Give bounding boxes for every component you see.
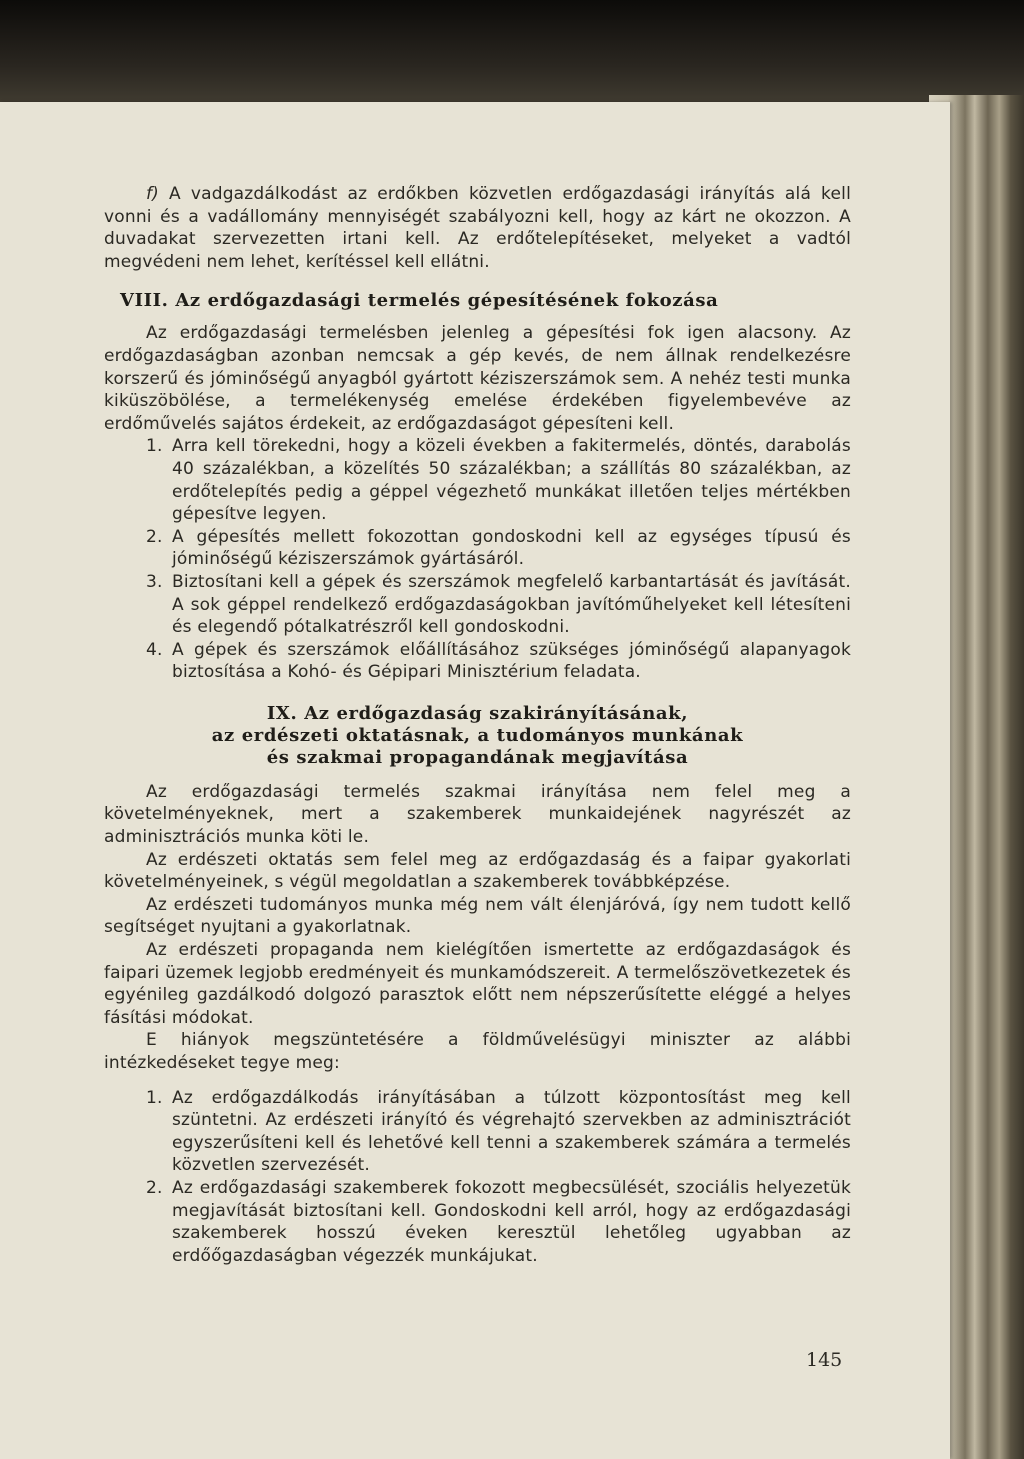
section-ix-paragraph: Az erdészeti tudományos munka még nem vált élenjáróvá, így nem tudott kellő segítséget nyujtani a gyakorlatnak.	[104, 894, 851, 938]
section-viii-heading: VIII. Az erdőgazdasági termelés gépesítésének fokozása	[120, 290, 719, 312]
section-ix-paragraph: Az erdészeti oktatás sem felel meg az erdőgazdaság és a faipar gyakorlati követelményeinek, s végül megoldatlan a szakemberek továbbképzése.	[104, 849, 851, 893]
section-ix-heading	[104, 703, 851, 769]
list-item	[146, 571, 851, 639]
list-item-text: Arra kell törekedni, hogy a közeli években a fakitermelés, döntés, darabolás 40 százalékban, a közelítés 50 százalékban; a szállítás 80 százalékban, az erdőtelepítés pedig a géppel végezhető munkákat illetően teljes mértékben gépesítve legyen.	[172, 436, 851, 525]
section-ix-heading-line-1: IX. Az erdőgazdaság szakirányításának,	[266, 702, 689, 724]
list-item-number: 2.	[146, 1177, 163, 1198]
list-item-text: Az erdőgazdasági szakemberek fokozott megbecsülését, szociális helyezetük megjavítását biztosítani kell. Gondoskodni kell arról, hogy az erdőgazdasági szakemberek hosszú éveken keresztül lehetőleg ugyabban az erdőőgazdaságban végezzék munkájukat.	[172, 1177, 851, 1266]
list-item-text: A gépek és szerszámok előállításához szükséges jóminőségű alapanyagok biztosítása a Kohó- és Gépipari Minisztérium feladata.	[172, 639, 851, 683]
list-item-number: 1.	[146, 1087, 163, 1108]
list-item-number: 1.	[146, 436, 163, 457]
section-ix-heading-line-2: az erdészeti oktatásnak, a tudományos munkának	[211, 724, 744, 746]
section-ix-paragraph: Az erdészeti propaganda nem kielégítően ismertette az erdőgazdaságok és faipari üzemek legjobb eredményeit és munkamódszereit. A termelőszövetkezetek és egyénileg gazdálkodó dolgozó parasztok előtt nem népszerűsítette eléggé a helyes fásítási módokat.	[104, 940, 851, 1028]
list-item-text: Biztosítani kell a gépek és szerszámok megfelelő karbantartását és javítását. A sok géppel rendelkező erdőgazdaságokban javítóműhelyeket kell létesíteni és elegendő pótalkatrészről kell gondoskodni.	[172, 571, 851, 638]
list-item	[146, 1177, 851, 1267]
list-item	[146, 435, 851, 525]
list-item-number: 2.	[146, 526, 163, 547]
section-f-marker: f)	[146, 184, 160, 204]
list-item	[146, 1087, 851, 1177]
section-ix-heading-line-3: és szakmai propagandának megjavítása	[266, 746, 689, 768]
section-f-paragraph	[104, 183, 851, 273]
list-item-number: 4.	[146, 639, 163, 660]
list-item	[146, 526, 851, 571]
section-ix-paragraph: Az erdőgazdasági termelés szakmai irányítása nem felel meg a követelményeknek, mert a szakemberek munkaidejének nagyrészét az adminisztrációs munka köti le.	[104, 781, 851, 848]
list-item-text: Az erdőgazdálkodás irányításában a túlzott központosítást meg kell szüntetni. Az erdészeti irányító és végrehajtó szervekben az adminisztrációt egyszerűsíteni kell és lehetővé kell tenni a szakemberek számára a termelés közvetlen szervezését.	[172, 1087, 851, 1176]
page-text	[104, 183, 851, 1267]
section-viii-intro: Az erdőgazdasági termelésben jelenleg a gépesítési fok igen alacsony. Az erdőgazdaságban azonban nemcsak a gép kevés, de nem állnak rendelkezésre korszerű és jóminőségű anyagból gyártott kéziszerszámok sem. A nehéz testi munka kiküszöbölése, a termelékenység emelése érdekében figyelembevéve az erdőművelés sajátos érdekeit, az erdőgazdaságot gépesíteni kell.	[104, 323, 851, 434]
section-ix-paragraph: E hiányok megszüntetésére a földművelésügyi miniszter az alábbi intézkedéseket tegye meg:	[104, 1030, 851, 1073]
list-item-text: A gépesítés mellett fokozottan gondoskodni kell az egységes típusú és jóminőségű kéziszerszámok gyártásáról.	[172, 526, 851, 570]
list-item-number: 3.	[146, 571, 163, 592]
list-item	[146, 639, 851, 684]
section-f-text: A vadgazdálkodást az erdőkben közvetlen erdőgazdasági irányítás alá kell vonni és a vadállomány mennyiségét szabályozni kell, hogy az kárt ne okozzon. A duvadakat szervezetten irtani kell. Az erdőtelepítéseket, melyeket a vadtól megvédeni nem lehet, kerítéssel kell ellátni.	[104, 184, 851, 272]
page-number: 145	[806, 1349, 843, 1371]
